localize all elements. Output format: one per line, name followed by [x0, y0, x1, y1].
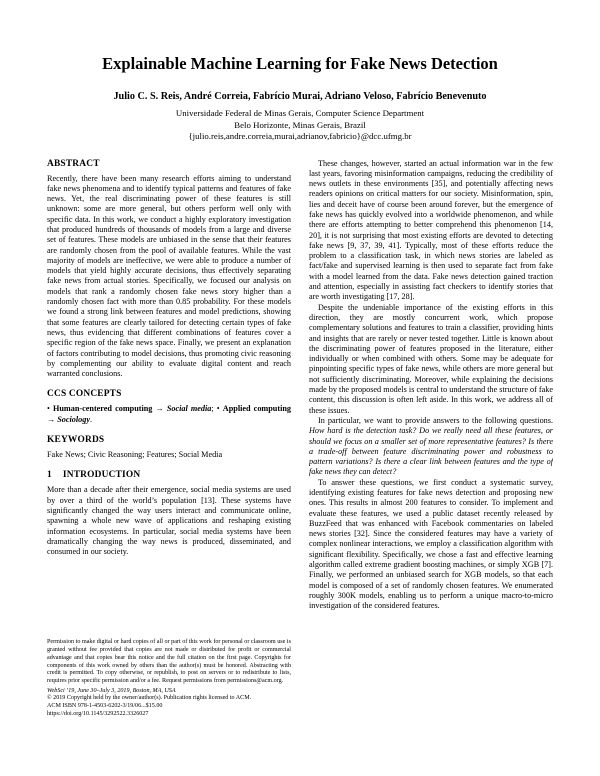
body-paragraph-1: These changes, however, started an actual information war in the few last years, favoring misinformation campaigns, reducing the credibility of news outlets in these environments [35], and potentially affecting news readers opinions on critical matters for our society. Misinformation, spin, lies and deceit have of course been around forever, but the emergence of fake news has quickly evolved into a worldwide phenomenon, and while there are efforts attempting to better comprehend this phenomenon [14, 20], it is not surprising that most existing efforts are devoted to detecting fake news [9, 37, 39, 41]. Typically, most of these efforts reduce the problem to a classification task, in which news stories are labeled as fact/fake and supervised learning is then used to separate fact from fake with a model learned from the data. Fake news detection gained traction and attention, especially in assisting fact checkers to identify stories that are worth investigating [17, 28]. — [309, 158, 553, 302]
abstract-heading: ABSTRACT — [47, 158, 100, 169]
ccs-concept-2: Applied computing — [222, 404, 291, 414]
paragraph-3-research-questions: How hard is the detection task? Do we really need all these features, or should we focus on a smaller set of more representative features? Is there a trade-off between feature discriminating power and robustness to pattern variations? Is there a clear link between features and the type of fake news they can detect? — [309, 426, 553, 477]
permission-notice: Permission to make digital or hard copies of all or part of this work for personal or classroom use is granted without fee provided that copies are not made or distributed for profit or commercial advantage and that copies bear this notice and the full citation on the first page. Copyrights for components of this work owned by others than the author(s) must be honored. Abstracting with credit is permitted. To copy otherwise, or republish, to post on servers or to redistribute to lists, requires prior specific permission and/or a fee. Request permissions from permissions@acm.org. — [47, 639, 291, 684]
ccs-text — [47, 404, 291, 425]
introduction-paragraph: More than a decade after their emergence, social media systems are used by over a third of the world’s population [13]. These systems have significantly changed the way users interact and communicate online, spawning a whole new wave of applications and reshaping existing information ecosystems. In particular, social media systems have been dramatically changing the way news is produced, disseminated, and consumed in our society. — [47, 485, 291, 557]
keywords-heading: KEYWORDS — [47, 435, 105, 446]
ccs-period: . — [89, 414, 93, 424]
paragraph-3-intro: In particular, we want to provide answers to the following questions. — [318, 415, 553, 425]
section-number: 1 — [47, 470, 52, 481]
copyright-footnote-block — [47, 639, 291, 718]
affiliation-line-1: Universidade Federal de Minas Gerais, Computer Science Department — [175, 108, 425, 118]
conference-citation: WebSci ’19, June 30–July 3, 2019, Boston, MA, USA — [47, 687, 176, 694]
section-title: INTRODUCTION — [62, 470, 141, 481]
ccs-topic-1: Social media — [166, 404, 212, 414]
abstract-text: Recently, there have been many research efforts aiming to understand fake news phenomena and to identify typical patterns and features of fake news. Yet, the real discriminating power of these features is still unknown: some are more general, but others perform well only with specific data. In this work, we conduct a highly exploratory investigation that produced hundreds of thousands of models from a large and diverse set of features. These models are unbiased in the sense that their features are randomly chosen from the pool of available features. While the vast majority of models are ineffective, we were able to produce a number of models that yield highly accurate decisions, thus effectively separating fake news from actual stories. Specifically, we focused our analysis on models that rank a randomly chosen fake news story higher than a randomly chosen fact with more than 0.85 probability. For these models we found a strong link between features and model predictions, showing that some features are clearly tailored for detecting certain types of fake news, thus evidencing that different combinations of features cover a specific region of the fake news space. Finally, we present an explanation of factors contributing to model decisions, thus promoting civic reasoning by complementing our ability to evaluate digital content and reach warranted conclusions. — [47, 173, 291, 379]
right-column — [309, 159, 553, 719]
ccs-heading: CCS CONCEPTS — [47, 389, 122, 400]
ccs-arrow-1: → — [152, 404, 167, 414]
affiliation-line-2: Belo Horizonte, Minas Gerais, Brazil — [234, 119, 366, 130]
isbn-line: ACM ISBN 978-1-4503-6202-3/19/06...$15.00 — [47, 703, 163, 710]
body-paragraph-3 — [309, 416, 553, 478]
introduction-heading — [47, 470, 291, 481]
copyright-line: © 2019 Copyright held by the owner/author(s). Publication rights licensed to ACM. — [47, 695, 252, 702]
two-column-body — [47, 159, 553, 719]
title-block — [47, 54, 553, 143]
paper-title: Explainable Machine Learning for Fake News Detection — [102, 54, 498, 73]
ccs-bullet-1: • — [47, 404, 53, 414]
body-paragraph-4: To answer these questions, we first conduct a systematic survey, identifying existing features for fake news detection and proposing new ones. This results in almost 200 features to consider. To implement and evaluate these features, we used a public dataset recently released by BuzzFeed that was enhanced with Facebook commentaries on labeled news stories [32]. Since the considered features may have a variety of complex nonlinear interactions, we employ a classification algorithm with significant flexibility. Specifically, we chose a fast and effective learning algorithm called extreme gradient boosting machines, or simply XGB [7]. Finally, we performed an unbiased search for XGB models, so that each model is composed of a set of randomly chosen features. We enumerated roughly 300K models, enabling us to perform a unique macro-to-micro investigation of the considered features. — [309, 477, 553, 611]
keywords-text: Fake News; Civic Reasoning; Features; Social Media — [47, 450, 223, 460]
ccs-arrow-2: → — [47, 414, 58, 424]
author-emails: {julio.reis,andre.correia,murai,adrianov,fabricio}@dcc.ufmg.br — [188, 131, 412, 141]
paper-authors: Julio C. S. Reis, André Correia, Fabrício Murai, Adriano Veloso, Fabrício Benevenuto — [113, 91, 487, 102]
ccs-concept-1: Human-centered computing — [53, 404, 153, 414]
ccs-separator: ; • — [211, 404, 223, 414]
doi-link[interactable]: https://doi.org/10.1145/3292522.3326027 — [47, 710, 149, 717]
left-column — [47, 159, 291, 719]
body-paragraph-2: Despite the undeniable importance of the existing efforts in this direction, they are mostly concurrent work, which propose complementary solutions and features to train a classifier, providing hints and insights that are rarely or never tested together. Little is known about the discriminating power of features proposed in the literature, either individually or when combined with others. Some may be adequate for pinpointing specific types of fake news, while others are more general but not sufficiently discriminating. Moreover, while explaining the decisions made by the proposed models is central to understand the structure of fake content, this discussion is often left aside. In this work, we address all of these issues. — [309, 302, 553, 415]
ccs-topic-2: Sociology — [57, 414, 90, 424]
